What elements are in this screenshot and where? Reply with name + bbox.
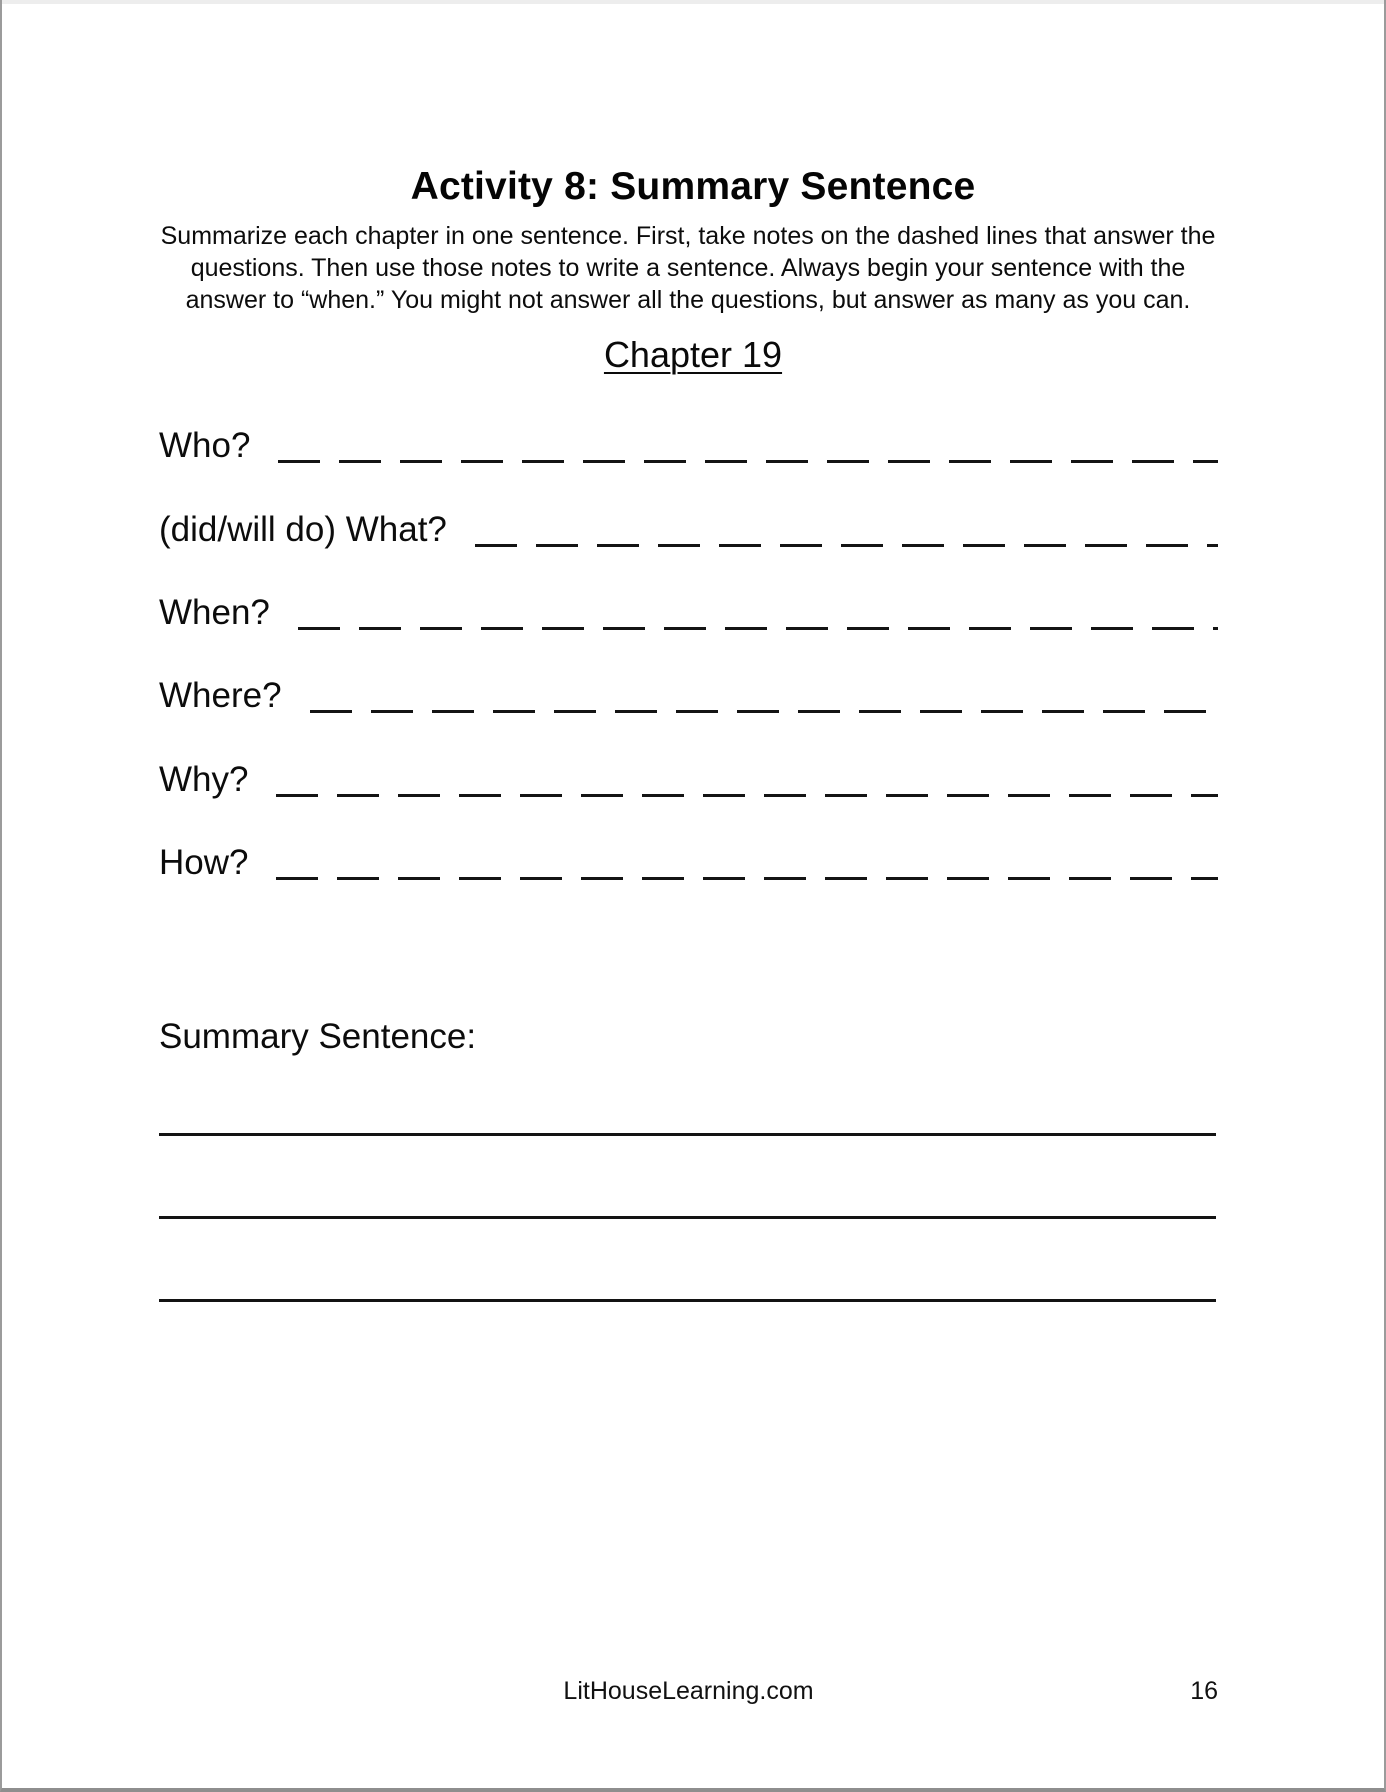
instructions xyxy=(157,220,1219,316)
question-label: Who? xyxy=(159,426,251,465)
note-dash-line xyxy=(276,877,1218,880)
question-row-why xyxy=(159,762,1218,797)
instructions-line: answer to “when.” You might not answer all the questions, but answer as many as you can. xyxy=(185,286,1191,314)
note-dash-line xyxy=(298,627,1218,630)
footer-website: LitHouseLearning.com xyxy=(563,1677,814,1705)
note-dash-line xyxy=(278,460,1218,463)
summary-sentence-label: Summary Sentence: xyxy=(159,1017,477,1056)
answer-line xyxy=(159,1299,1216,1302)
instructions-line: Summarize each chapter in one sentence. First, take notes on the dashed lines that answer the xyxy=(160,222,1216,250)
answer-line xyxy=(159,1133,1216,1136)
question-row-who xyxy=(159,428,1218,463)
question-label: When? xyxy=(159,593,270,632)
question-row-how xyxy=(159,845,1218,880)
question-label: (did/will do) What? xyxy=(159,510,447,549)
page-title: Activity 8: Summary Sentence xyxy=(410,165,976,208)
instructions-line: questions. Then use those notes to write a sentence. Always begin your sentence with the xyxy=(190,254,1186,282)
footer-page-number: 16 xyxy=(1190,1677,1218,1705)
note-dash-line xyxy=(310,710,1218,713)
chapter-heading xyxy=(2,333,1384,376)
question-row-when xyxy=(159,595,1218,630)
page-footer xyxy=(159,1676,1218,1706)
question-row-what xyxy=(159,512,1218,547)
note-dash-line xyxy=(276,794,1218,797)
note-dash-line xyxy=(475,544,1218,547)
answer-line xyxy=(159,1216,1216,1219)
question-label: Why? xyxy=(159,760,249,799)
question-label: Where? xyxy=(159,676,282,715)
chapter-heading-text: Chapter 19 xyxy=(603,334,783,375)
question-row-where xyxy=(159,678,1218,713)
page-top-edge xyxy=(0,0,1386,4)
question-label: How? xyxy=(159,843,249,882)
